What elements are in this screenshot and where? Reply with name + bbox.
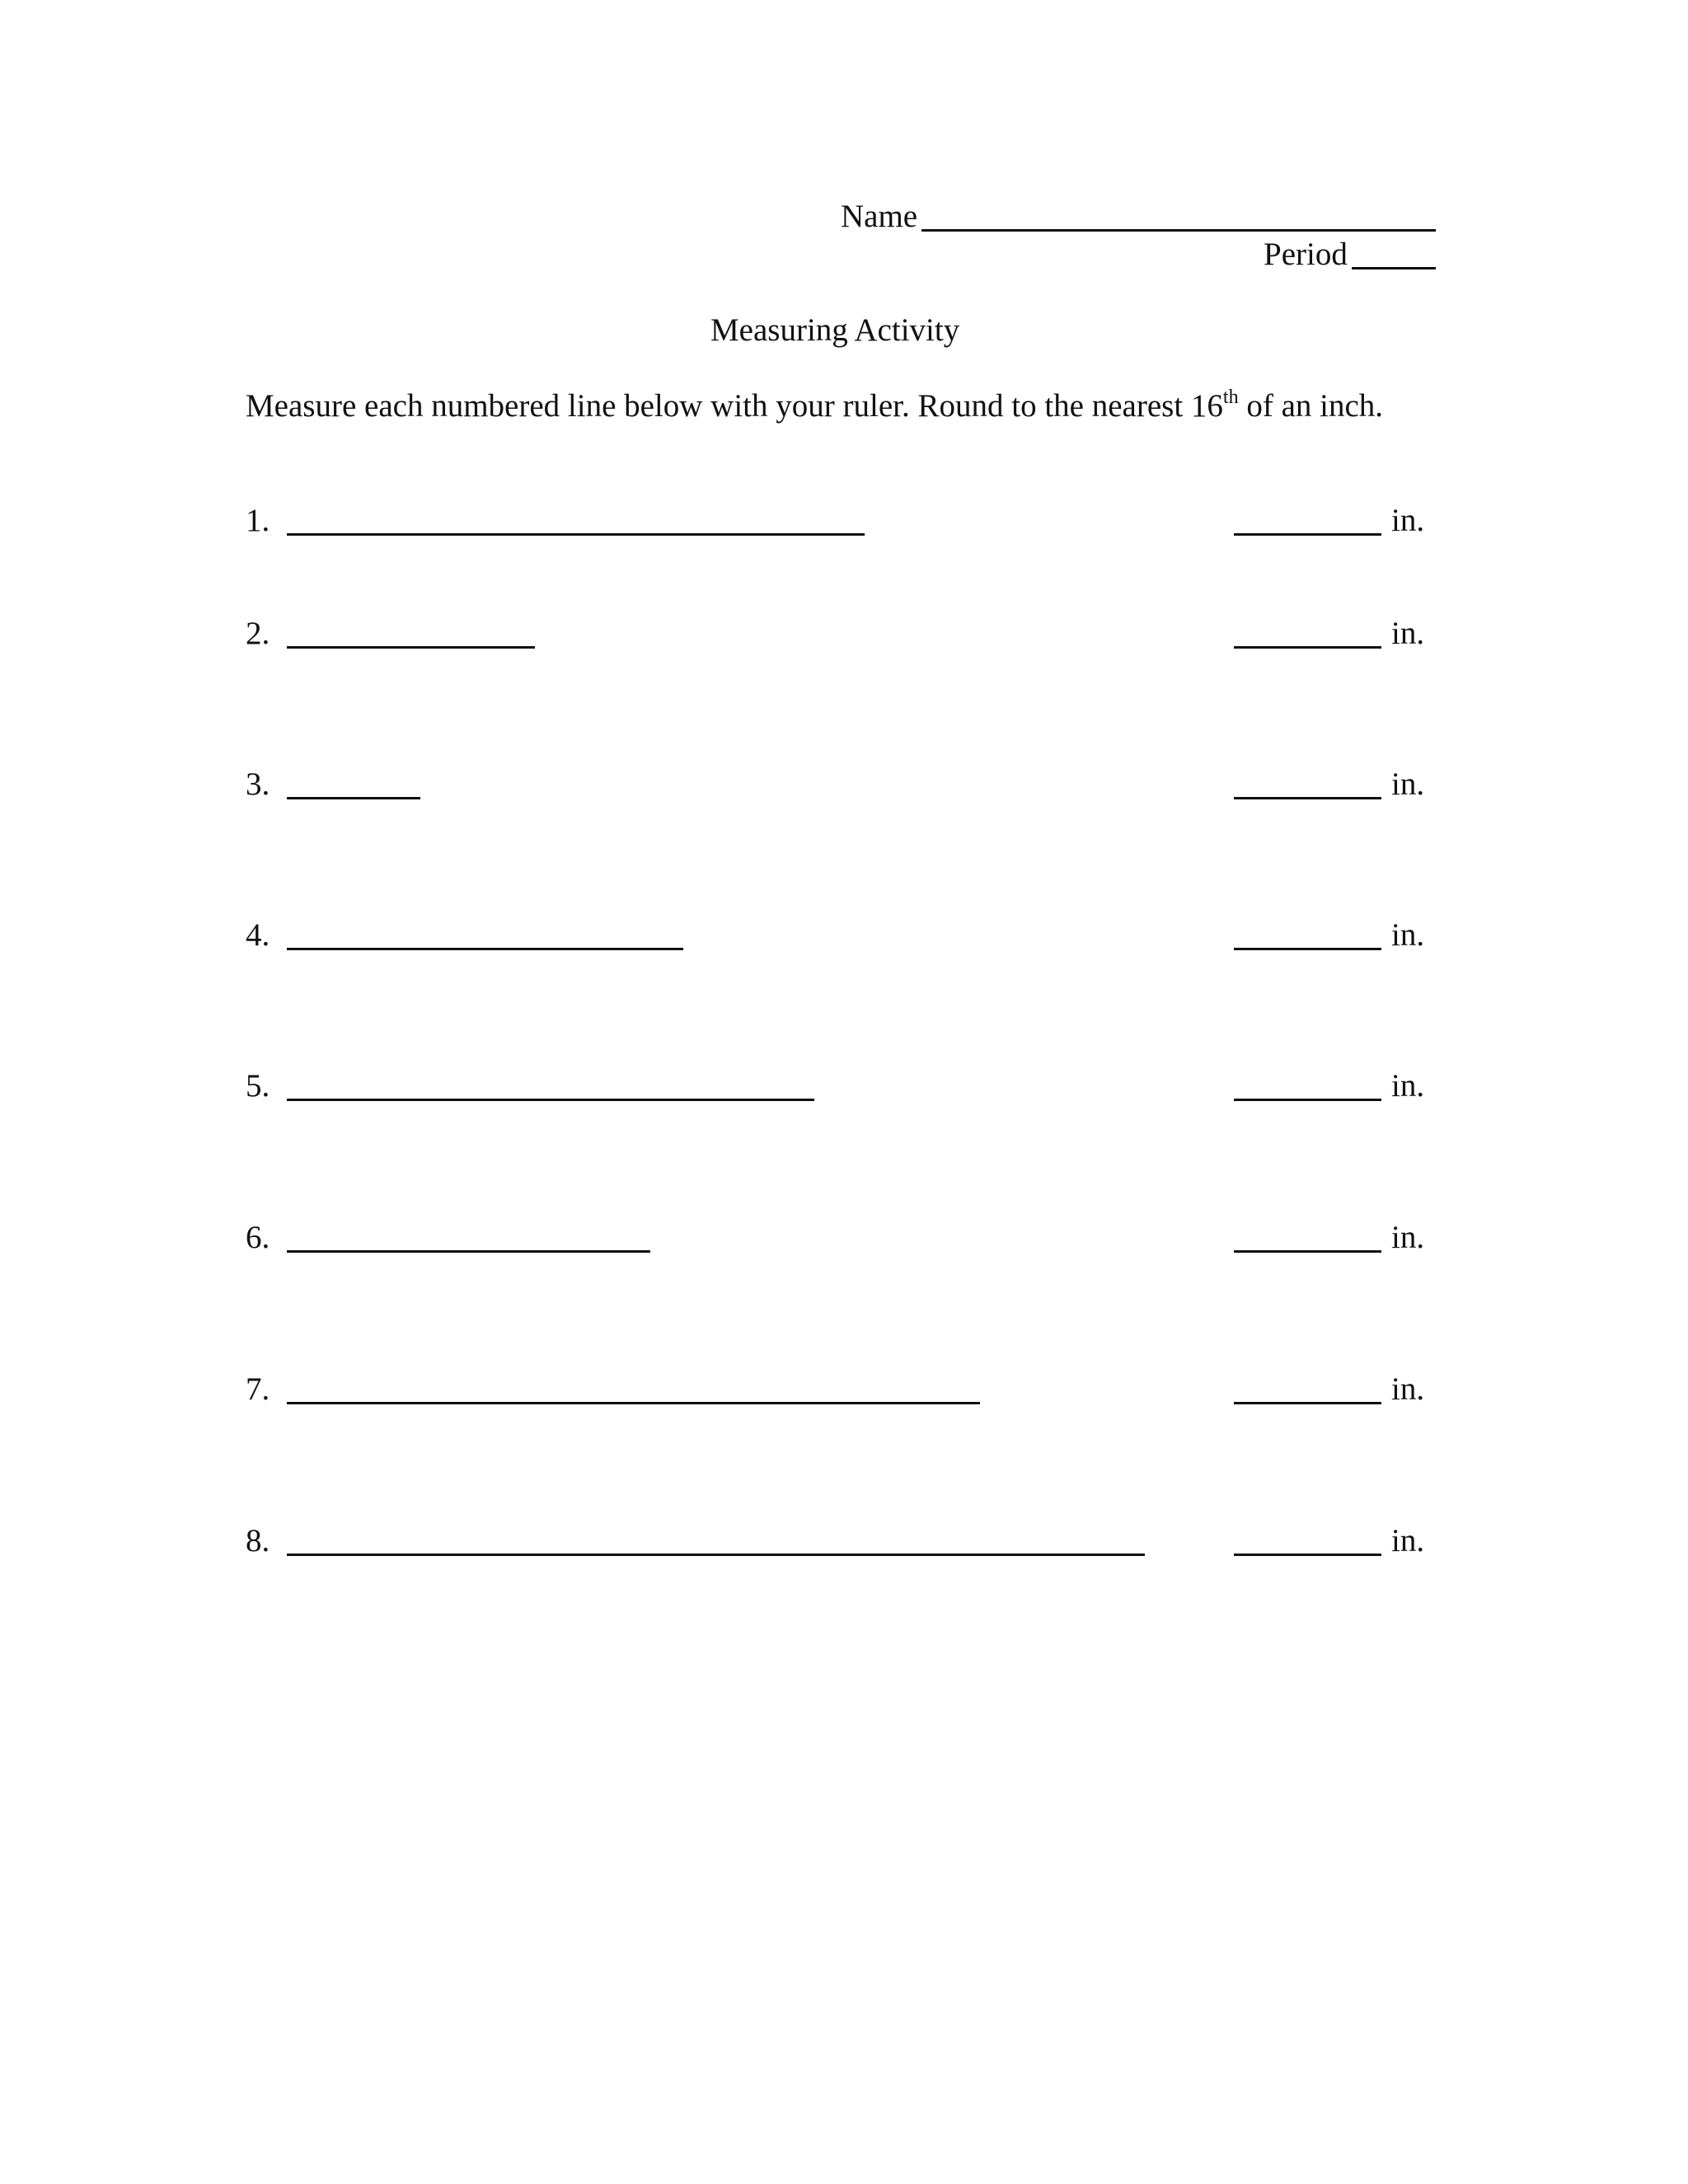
measure-line <box>287 646 535 649</box>
answer-field[interactable] <box>1234 1554 1381 1556</box>
item-number: 4. <box>246 917 270 953</box>
answer-field[interactable] <box>1234 948 1381 950</box>
item-number: 3. <box>246 766 270 802</box>
item-number: 1. <box>246 503 270 538</box>
period-field[interactable] <box>1352 267 1436 269</box>
instructions-text: Measure each numbered line below with your ruler. Round to the nearest 16 <box>246 388 1223 424</box>
measure-line <box>287 797 420 799</box>
answer-field[interactable] <box>1234 646 1381 649</box>
unit-label: in. <box>1391 1523 1425 1558</box>
unit-label: in. <box>1391 766 1425 802</box>
answer-field[interactable] <box>1234 1099 1381 1101</box>
answer-field[interactable] <box>1234 797 1381 799</box>
measure-line <box>287 1402 980 1404</box>
page-title: Measuring Activity <box>710 312 960 348</box>
measure-line <box>287 1554 1145 1556</box>
instructions-superscript: th <box>1222 387 1239 408</box>
answer-field[interactable] <box>1234 533 1381 536</box>
item-number: 8. <box>246 1523 270 1558</box>
unit-label: in. <box>1391 917 1425 953</box>
unit-label: in. <box>1391 1371 1425 1407</box>
measure-line <box>287 1250 650 1253</box>
measure-line <box>287 533 865 536</box>
answer-field[interactable] <box>1234 1250 1381 1253</box>
item-number: 6. <box>246 1220 270 1255</box>
instructions-text-end: of an inch. <box>1238 388 1384 424</box>
instructions <box>246 387 1384 424</box>
measure-line <box>287 948 683 950</box>
measure-line <box>287 1099 814 1101</box>
answer-field[interactable] <box>1234 1402 1381 1404</box>
item-number: 7. <box>246 1371 270 1407</box>
period-label: Period <box>1264 237 1348 272</box>
unit-label: in. <box>1391 1220 1425 1255</box>
name-label: Name <box>841 199 918 234</box>
unit-label: in. <box>1391 616 1425 651</box>
unit-label: in. <box>1391 503 1425 538</box>
item-number: 5. <box>246 1068 270 1104</box>
name-field[interactable] <box>921 229 1436 232</box>
unit-label: in. <box>1391 1068 1425 1104</box>
item-number: 2. <box>246 616 270 651</box>
